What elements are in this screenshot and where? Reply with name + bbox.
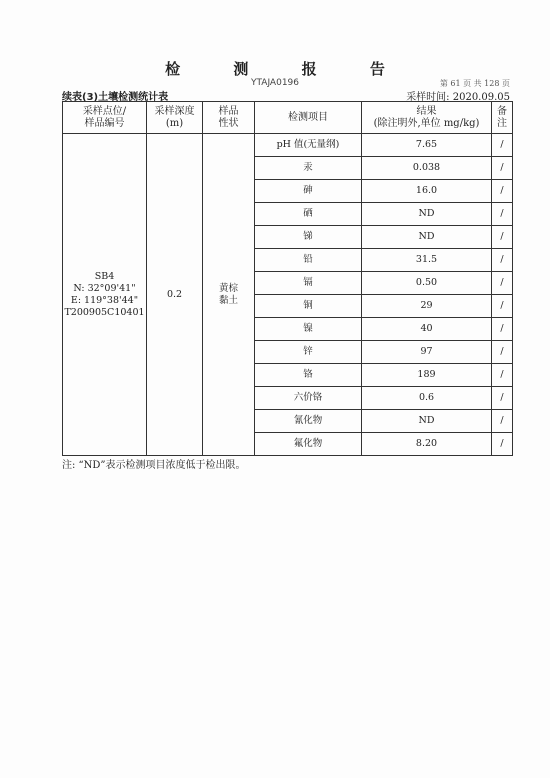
sample-site-cell	[63, 134, 147, 456]
item-cell: 镍	[255, 318, 362, 341]
item-cell: 氟化物	[255, 433, 362, 456]
result-cell: 0.50	[362, 272, 492, 295]
page-number: 第 61 页 共 128 页	[439, 79, 510, 88]
header-item: 检测项目	[255, 102, 362, 134]
site-longitude: E: 119°38'44"	[70, 294, 139, 306]
note-cell: /	[492, 410, 513, 433]
soil-test-table	[62, 101, 513, 456]
note-cell: /	[492, 249, 513, 272]
item-cell: 六价铬	[255, 387, 362, 410]
header-result: 结果 (除注明外,单位 mg/kg)	[362, 102, 492, 134]
item-cell: 氰化物	[255, 410, 362, 433]
note-cell: /	[492, 180, 513, 203]
result-cell: 29	[362, 295, 492, 318]
header-property: 样品 性状	[203, 102, 255, 134]
report-title: 检 测 报 告	[165, 60, 409, 78]
table-header-row	[63, 102, 513, 134]
note-cell: /	[492, 203, 513, 226]
result-cell: ND	[362, 410, 492, 433]
result-cell: 8.20	[362, 433, 492, 456]
note-cell: /	[492, 295, 513, 318]
header-depth: 采样深度 (m)	[147, 102, 203, 134]
footnote: 注: “ND”表示检测项目浓度低于检出限。	[62, 460, 246, 471]
item-cell: 汞	[255, 157, 362, 180]
header-site: 采样点位/ 样品编号	[63, 102, 147, 134]
note-cell: /	[492, 318, 513, 341]
header-note: 备 注	[492, 102, 513, 134]
note-cell: /	[492, 157, 513, 180]
item-cell: 铬	[255, 364, 362, 387]
sampling-time: 采样时间: 2020.09.05	[406, 92, 510, 103]
item-cell: 铅	[255, 249, 362, 272]
result-cell: 16.0	[362, 180, 492, 203]
item-cell: pH 值(无量纲)	[255, 134, 362, 157]
table-row	[63, 134, 513, 157]
sample-property-cell: 黄棕 黏土	[203, 134, 255, 456]
result-cell: ND	[362, 226, 492, 249]
result-cell: 189	[362, 364, 492, 387]
result-cell: 0.038	[362, 157, 492, 180]
item-cell: 硒	[255, 203, 362, 226]
note-cell: /	[492, 226, 513, 249]
sample-code: T200905C10401	[64, 306, 145, 318]
site-latitude: N: 32°09'41"	[73, 282, 136, 294]
note-cell: /	[492, 387, 513, 410]
result-cell: 31.5	[362, 249, 492, 272]
item-cell: 镉	[255, 272, 362, 295]
sample-depth-cell: 0.2	[147, 134, 203, 456]
result-cell: 40	[362, 318, 492, 341]
result-cell: 0.6	[362, 387, 492, 410]
table-body	[63, 134, 513, 456]
note-cell: /	[492, 433, 513, 456]
site-id: SB4	[94, 270, 115, 282]
item-cell: 砷	[255, 180, 362, 203]
item-cell: 锑	[255, 226, 362, 249]
note-cell: /	[492, 272, 513, 295]
note-cell: /	[492, 341, 513, 364]
item-cell: 铜	[255, 295, 362, 318]
report-code: YTAJA0196	[250, 78, 299, 88]
result-cell: 7.65	[362, 134, 492, 157]
item-cell: 锌	[255, 341, 362, 364]
result-cell: ND	[362, 203, 492, 226]
table-title: 续表(3)土壤检测统计表	[62, 92, 169, 103]
note-cell: /	[492, 134, 513, 157]
note-cell: /	[492, 364, 513, 387]
result-cell: 97	[362, 341, 492, 364]
